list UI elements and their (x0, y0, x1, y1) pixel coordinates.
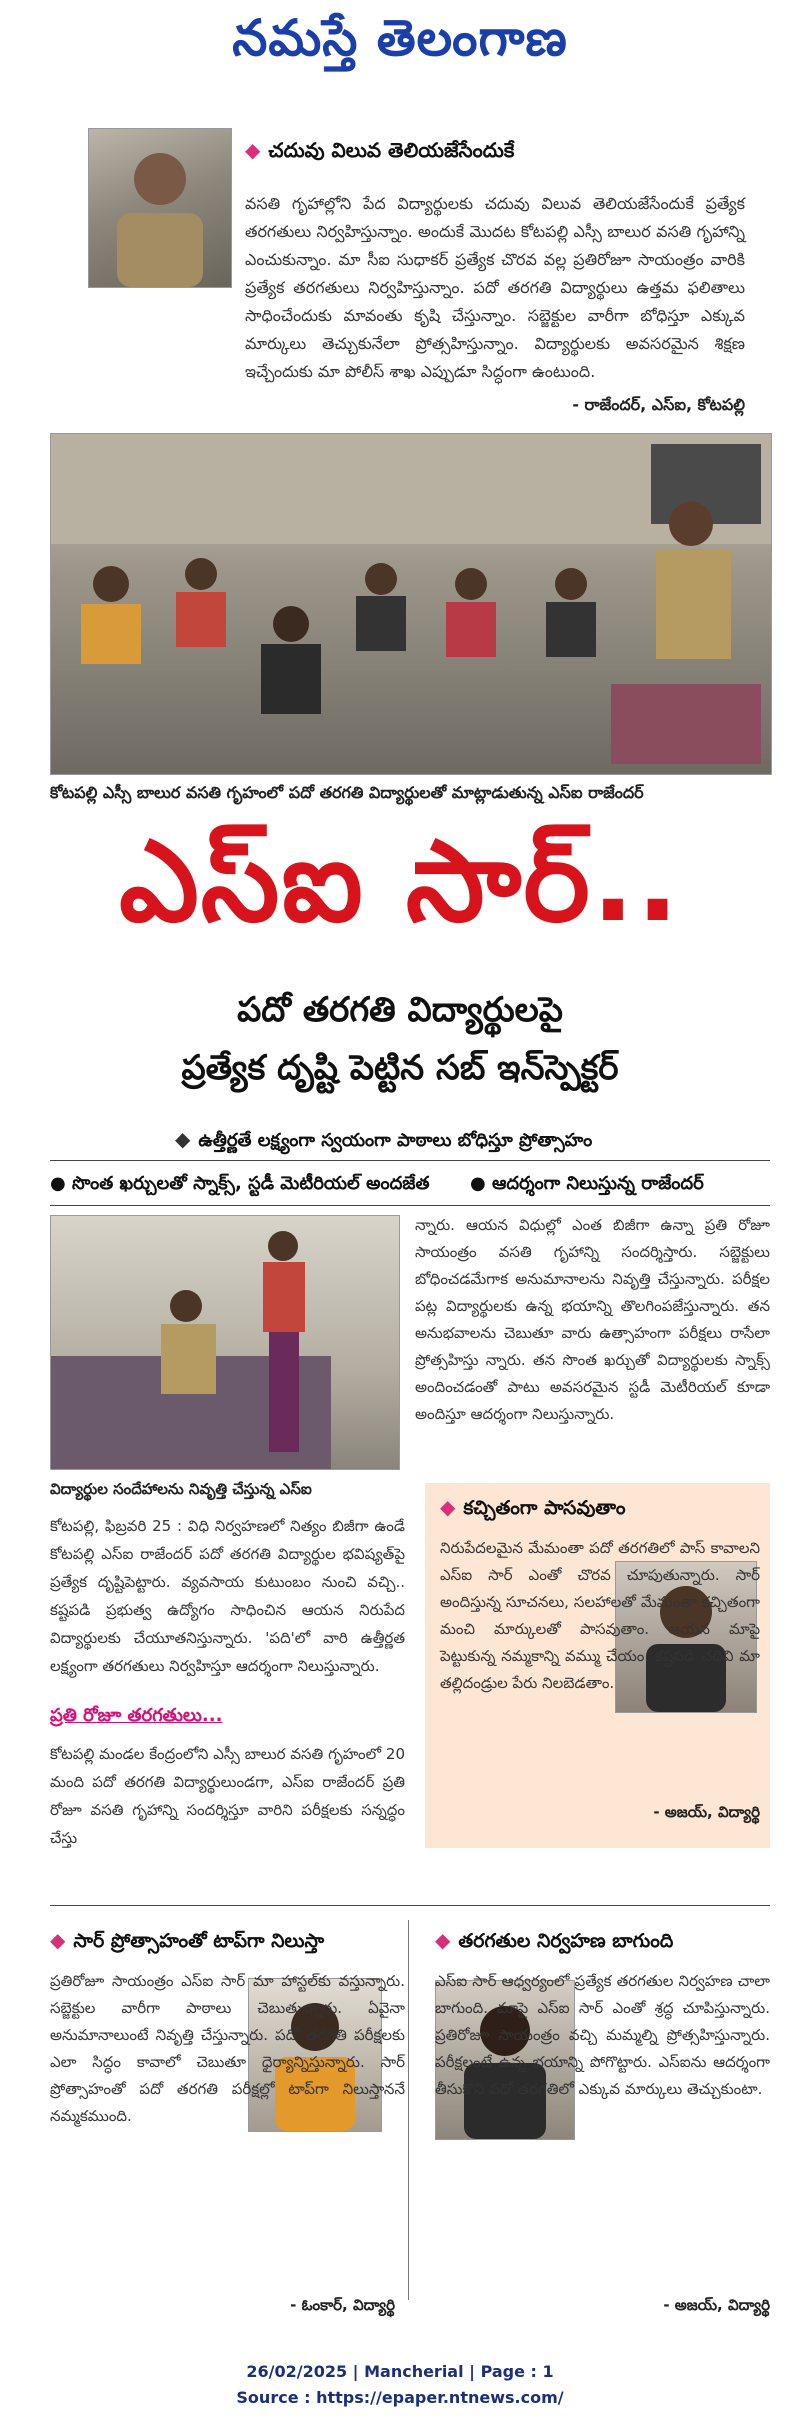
top-box-title-text: చదువు విలువ తెలియజేసేందుకే (268, 138, 515, 162)
main-hostel-photo (50, 433, 772, 775)
headline: ఎస్ఐ సార్.. (119, 817, 681, 947)
diamond-bullet-icon: ◆ (245, 138, 261, 162)
bottom-left-title (50, 1928, 324, 1957)
si-portrait-photo (88, 128, 232, 288)
top-box-text: వసతి గృహాల్లోని పేద విద్యార్థులకు చదువు విలువ తెలియజేసేందుకే ప్రత్యేక తరగతులు నిర్వహిస్తున్నాం. అందుకే మొదట కోటపల్లి ఎస్సీ బాలుర వసతి గృహాన్ని ఎంచుకున్నాం. మా సీఐ సుధాకర్ ప్రత్యేక చొరవ వల్ల ప్రతిరోజూ సాయంత్రం వారికి ప్రత్యేక తరగతులు నిర్వహిస్తున్నాం. పదో తరగతి విద్యార్థులు ఉత్తమ ఫలితాలు సాధించేందుకు మావంతు కృషి చేస్తున్నాం. సబ్జెక్టుల వారీగా బోధిస్తూ ఎక్కువ మార్కులు తెచ్చుకునేలా ప్రోత్సహిస్తున్నాం. విద్యార్థులకు అవసరమైన శిక్షణ ఇచ్చేందుకు మా పోలీస్ శాఖ ఎప్పుడూ సిద్ధంగా ఉంటుంది. (245, 194, 745, 381)
footer-source-line: Source : https://epaper.ntnews.com/ (236, 2388, 564, 2407)
left-column-para-1: కోటపల్లి, ఫిబ్రవరి 25 : విధి నిర్వహణలో నిత్యం బిజీగా ఉండే కోటపల్లి ఎస్ఐ రాజేందర్ పదో తరగతి విద్యార్థుల భవిష్యత్‌పై ప్రత్యేక దృష్టిపెట్టారు. వ్యవసాయ కుటుంబం నుంచి వచ్చి.. కష్టపడి ప్రభుత్వ ఉద్యోగం సాధించిన ఆయన నిరుపేద విద్యార్థులకు చేయూతనిస్తున్నారు. 'పది'లో వారి ఉత్తీర్ణత లక్ష్యంగా తరగతులు నిర్వహిస్తూ ఆదర్శంగా నిలుస్తున్నారు. (50, 1517, 405, 1675)
bullet-right (470, 1173, 704, 1198)
bottom-left-signature: - ఓంకార్, విద్యార్థి (290, 2296, 395, 2314)
bottom-right-signature: - అజయ్, విద్యార్థి (663, 2296, 770, 2314)
person-icon (89, 129, 231, 287)
bullet-left (50, 1173, 429, 1198)
masthead-logo: నమస్తే తెలంగాణ (232, 8, 568, 67)
side-box-signature: - అజయ్, విద్యార్థి (653, 1803, 760, 1821)
bottom-right-title-text: తరగతుల నిర్వహణ బాగుంది (458, 1930, 674, 1952)
left-column-subhead: ప్రతి రోజూ తరగతులు... (50, 1705, 223, 1726)
bullet-dot-icon: ● (50, 1173, 72, 1194)
bottom-left-title-text: సార్ ప్రోత్సాహంతో టాప్‌గా నిలుస్తా (73, 1930, 325, 1952)
student-quote-box (425, 1483, 770, 1848)
students-scene-illustration (51, 434, 771, 774)
bottom-left-text: ప్రతిరోజూ సాయంత్రం ఎస్ఐ సార్ మా హాస్టల్‌కు వస్తున్నారు. సబ్జెక్టుల వారీగా పాఠాలు చెబుతున్నారు. ఏవైనా అనుమానాలుంటే నివృత్తి చేస్తున్నారు. పదో తరగతి పరీక్షలకు ఎలా సిద్ధం కావాలో చెబుతూ ధైర్యాన్నిస్తున్నారు. సార్ ప్రోత్సాహంతో పదో తరగతి పరీక్షల్లో టాప్‌గా నిలుస్తాననే నమ్మకముంది. (50, 1972, 405, 2125)
top-box-title (245, 138, 514, 167)
tagline-text: ఉత్తీర్ణతే లక్ష్యంగా స్వయంగా పాఠాలు బోధిస్తూ ప్రోత్సాహం (198, 1130, 593, 1151)
second-photo-caption: విద్యార్థుల సందేహాలను నివృత్తి చేస్తున్న ఎస్ఐ (50, 1480, 312, 1498)
bullet-dot-icon: ● (470, 1173, 492, 1194)
subheadline-1: పదో తరగతి విద్యార్థులపై (237, 990, 563, 1030)
right-column-text: న్నారు. ఆయన విధుల్లో ఎంత బిజీగా ఉన్నా ప్రతి రోజూ సాయంత్రం వసతి గృహాన్ని సందర్శిస్తారు. సబ్జెక్టులు బోధించడమేగాక అనుమానాలను నివృత్తి చేస్తున్నారు. పరీక్షల పట్ల విద్యార్థులకు ఉన్న భయాన్ని తొలగింపజేస్తున్నారు. తన అనుభవాలను చెబుతూ వారు ఉత్సాహంగా పరీక్షలు రాసేలా ప్రోత్సహిస్తు న్నారు. తన సొంత ఖర్చుతో విద్యార్థులకు స్నాక్స్ అందించడంతో పాటు అవసరమైన స్టడీ మెటీరియల్ కూడా అందిస్తూ ఆదర్శంగా నిలుస్తున్నారు. (415, 1216, 770, 1423)
tagline-divider (50, 1160, 770, 1161)
footer-date-line: 26/02/2025 | Mancherial | Page : 1 (246, 2362, 554, 2381)
bullet-right-text: ఆదర్శంగా నిలుస్తున్న రాజేందర్ (491, 1173, 704, 1194)
si-with-student-illustration (51, 1216, 399, 1469)
subheadline-2: ప్రత్యేక దృష్టి పెట్టిన సబ్ ఇన్‌స్పెక్టర్ (181, 1048, 619, 1088)
side-box-title (440, 1495, 626, 1524)
tagline (175, 1127, 592, 1155)
bottom-right-text: ఎస్ఐ సార్ ఆధ్వర్యంలో ప్రత్యేక తరగతుల నిర్వహణ చాలా బాగుంది. మాపై ఎస్ఐ సార్ ఎంతో శ్రద్ధ చూపిస్తున్నారు. ప్రతిరోజూ సాయంత్రం వచ్చి మమ్మల్ని ప్రోత్సహిస్తున్నారు. పరీక్షలంటే ఉన్న భయాన్ని పోగొట్టారు. ఎస్ఐను ఆదర్శంగా తీసుకొని పదో తరగతిలో ఎక్కువ మార్కులు తెచ్చుకుంటా. (435, 1972, 770, 2098)
si-teaching-photo (50, 1215, 400, 1470)
left-column-para-2: కోటపల్లి మండల కేంద్రంలోని ఎస్సీ బాలుర వసతి గృహంలో 20 మంది పదో తరగతి విద్యార్థులుండగా, ఎస్ఐ రాజేందర్ ప్రతి రోజూ వసతి గృహాన్ని సందర్శిస్తూ వారిని పరీక్షలకు సన్నద్ధం చేస్తు (50, 1745, 405, 1847)
diamond-bullet-icon: ◆ (440, 1495, 456, 1519)
top-box-signature: - రాజేందర్, ఎస్ఐ, కోటపల్లి (572, 395, 745, 414)
bullets-divider (50, 1205, 770, 1206)
bottom-right-title (435, 1928, 673, 1957)
bottom-section-divider (50, 1905, 770, 1906)
side-box-title-text: కచ్చితంగా పాసవుతాం (463, 1497, 626, 1519)
diamond-bullet-icon: ◆ (50, 1928, 66, 1952)
bullet-left-text: సొంత ఖర్చులతో స్నాక్స్, స్టడీ మెటీరియల్ అందజేత (71, 1173, 430, 1194)
bottom-vertical-divider (408, 1920, 409, 2300)
diamond-bullet-icon: ◆ (435, 1928, 451, 1952)
diamond-bullet-icon: ◆ (175, 1127, 191, 1151)
side-box-text: నిరుపేదలమైన మేమంతా పదో తరగతిలో పాస్ కావాలని ఎస్ఐ సార్ ఎంతో చొరవ చూపుతున్నారు. సార్ అందిస్తున్న సూచనలు, సలహాలతో మేమంతా కచ్చితంగా మంచి మార్కులతో పాసవుతాం. ఆయన మాపై పెట్టుకున్న నమ్మకాన్ని వమ్ము చేయం. కష్టపడి చదివి మా తల్లిదండ్రుల పేరు నిలబెడతాం. (440, 1539, 760, 1692)
main-photo-caption: కోటపల్లి ఎస్సీ బాలుర వసతి గృహంలో పదో తరగతి విద్యార్థులతో మాట్లాడుతున్న ఎస్ఐ రాజేందర్ (50, 783, 644, 802)
